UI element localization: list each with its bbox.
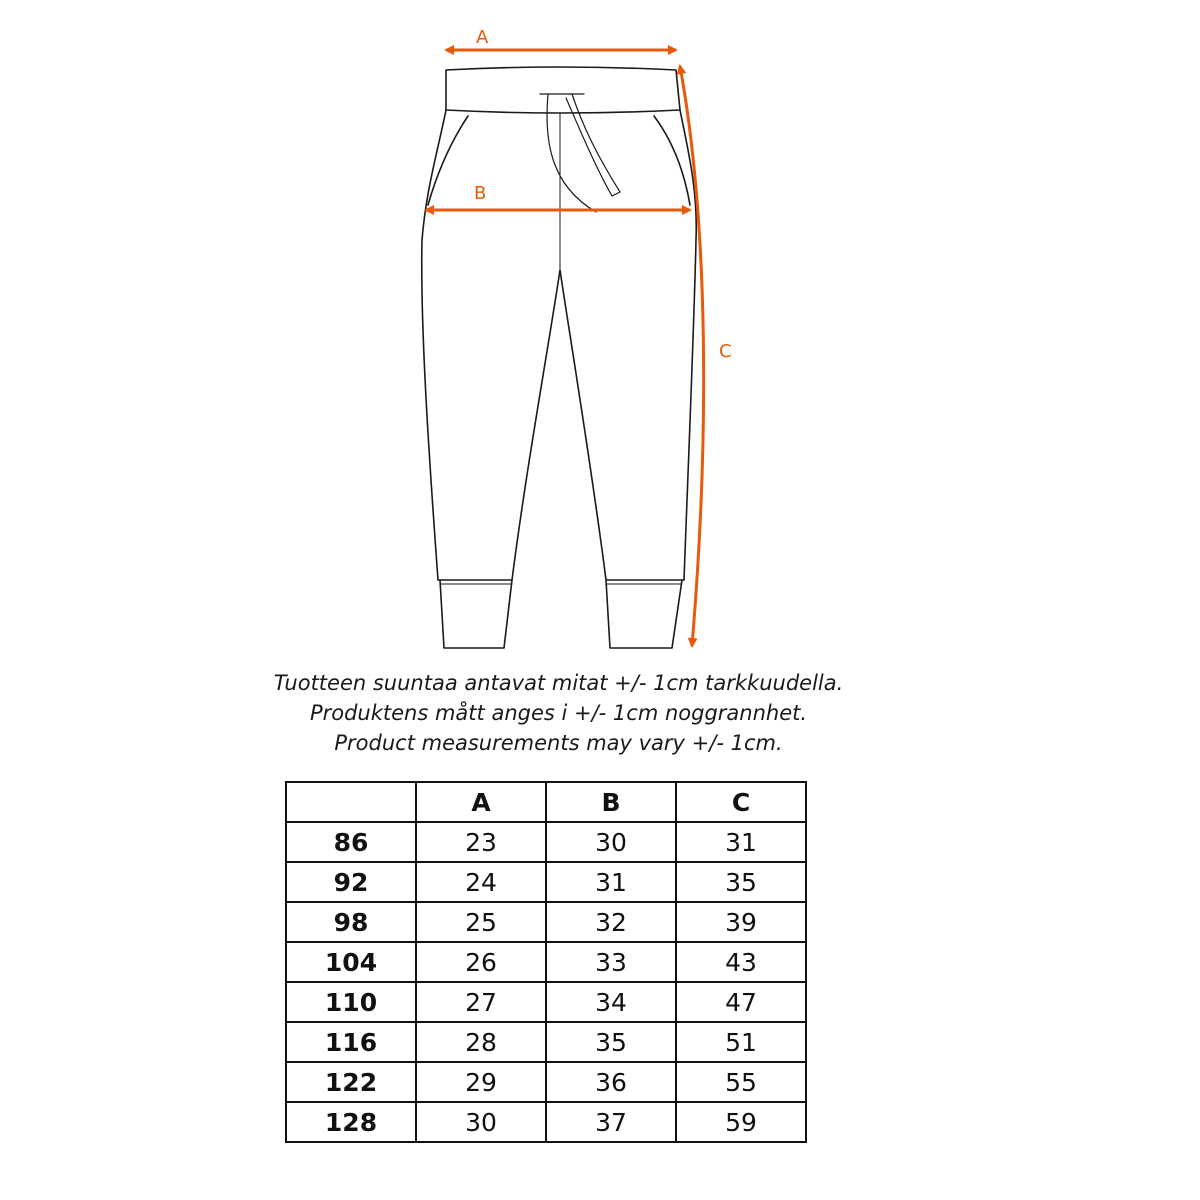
value-b: 30	[546, 822, 676, 862]
value-c: 47	[676, 982, 806, 1022]
header-a: A	[416, 782, 546, 822]
note-swedish: Produktens mått anges i +/- 1cm noggrannhet.	[309, 701, 808, 725]
table-row	[286, 1062, 806, 1102]
drawstring	[540, 94, 620, 212]
size-cell: 122	[286, 1062, 416, 1102]
table-row	[286, 1022, 806, 1062]
size-cell: 110	[286, 982, 416, 1022]
table-row	[286, 942, 806, 982]
value-a: 23	[416, 822, 546, 862]
value-a: 26	[416, 942, 546, 982]
size-cell: 104	[286, 942, 416, 982]
right-cuff	[606, 580, 682, 648]
note-english: Product measurements may vary +/- 1cm.	[334, 731, 783, 755]
header-size	[286, 782, 416, 822]
value-a: 29	[416, 1062, 546, 1102]
table-row	[286, 902, 806, 942]
value-b: 31	[546, 862, 676, 902]
dimension-b	[426, 183, 690, 210]
value-b: 36	[546, 1062, 676, 1102]
left-pocket	[428, 116, 468, 205]
table-row	[286, 1102, 806, 1142]
table-row	[286, 862, 806, 902]
value-c: 39	[676, 902, 806, 942]
measurement-notes	[0, 668, 1117, 758]
value-b: 34	[546, 982, 676, 1022]
dimension-b-label: B	[474, 183, 487, 204]
value-b: 32	[546, 902, 676, 942]
size-cell: 116	[286, 1022, 416, 1062]
table-row	[286, 822, 806, 862]
dimension-c	[680, 66, 732, 646]
size-table	[285, 781, 807, 1143]
header-c: C	[676, 782, 806, 822]
pants-illustration	[422, 67, 697, 648]
value-b: 37	[546, 1102, 676, 1142]
left-cuff	[440, 580, 512, 648]
dimension-a	[446, 27, 676, 50]
note-finnish: Tuotteen suuntaa antavat mitat +/- 1cm tarkkuudella.	[273, 671, 844, 695]
value-c: 59	[676, 1102, 806, 1142]
value-a: 30	[416, 1102, 546, 1142]
pants-outline	[422, 110, 697, 580]
value-a: 25	[416, 902, 546, 942]
waistband	[446, 67, 680, 113]
size-cell: 98	[286, 902, 416, 942]
value-a: 28	[416, 1022, 546, 1062]
value-c: 55	[676, 1062, 806, 1102]
value-b: 33	[546, 942, 676, 982]
size-cell: 92	[286, 862, 416, 902]
value-b: 35	[546, 1022, 676, 1062]
value-c: 43	[676, 942, 806, 982]
size-cell: 128	[286, 1102, 416, 1142]
dimension-c-label: C	[719, 341, 732, 362]
value-a: 24	[416, 862, 546, 902]
size-cell: 86	[286, 822, 416, 862]
table-row	[286, 982, 806, 1022]
value-c: 51	[676, 1022, 806, 1062]
value-c: 31	[676, 822, 806, 862]
value-c: 35	[676, 862, 806, 902]
dimension-a-label: A	[476, 27, 489, 48]
header-b: B	[546, 782, 676, 822]
table-header-row	[286, 782, 806, 822]
value-a: 27	[416, 982, 546, 1022]
